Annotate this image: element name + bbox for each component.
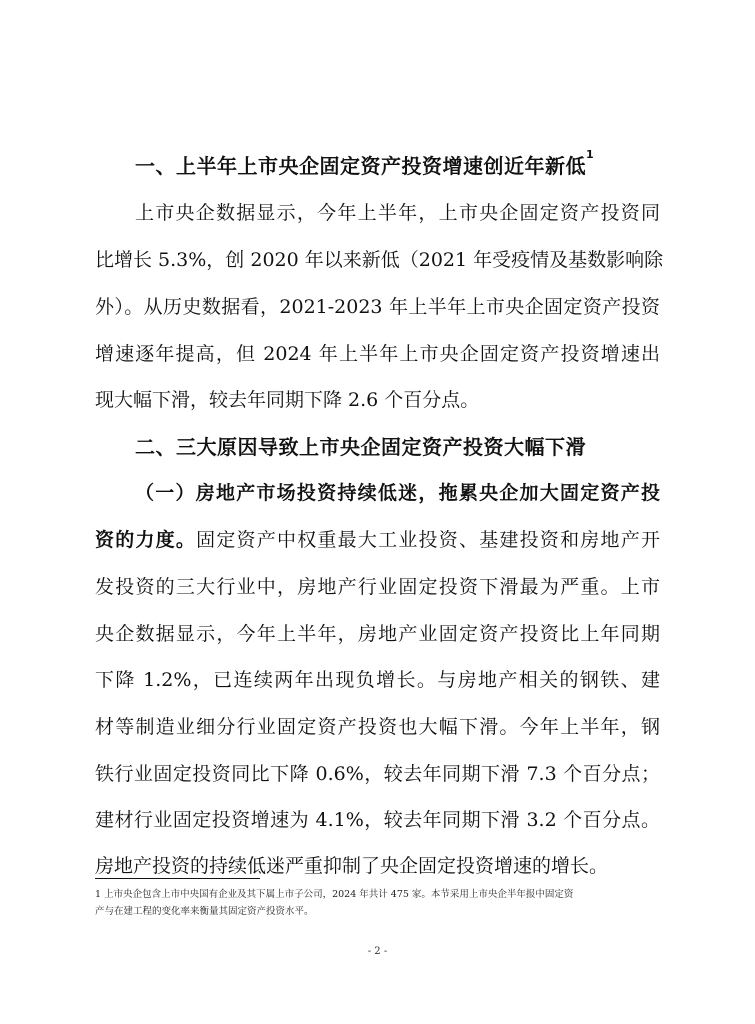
- section-1-line-3: 外）。从历史数据看，2021-2023 年上半年上市央企固定资产投资: [95, 296, 660, 318]
- section-2-line-7: 建材行业固定投资增速为 4.1%，较去年同期下滑 3.2 个百分点。: [95, 809, 660, 831]
- section-2-line-4: 下降 1.2%，已连续两年出现负增长。与房地产相关的钢铁、建: [95, 669, 660, 691]
- section-2-line-8: 房地产投资的持续低迷严重抑制了央企固定投资增速的增长。: [95, 855, 609, 877]
- sub-heading-1: （一）房地产市场投资持续低迷，拖累央企加大固定资产投: [135, 482, 660, 504]
- page-number: - 2 -: [367, 946, 388, 957]
- footnote-line-1: 1 上市央企包含上市中央国有企业及其下属上市子公司，2024 年共计 475 家。本节采用上市央企半年报中固定资: [95, 889, 574, 900]
- footnote-reference[interactable]: 1: [586, 148, 595, 161]
- section-2-line-1: [95, 525, 660, 552]
- section-2-line-5: 材等制造业细分行业固定资产投资也大幅下滑。今年上半年，钢: [95, 716, 660, 738]
- section-2-line-3: 央企数据显示，今年上半年，房地产业固定资产投资比上年同期: [95, 623, 660, 645]
- section-1-heading-text: 一、上半年上市央企固定资产投资增速创近年新低: [135, 154, 586, 178]
- section-2-line-1-text: 固定资产中权重最大工业投资、基建投资和房地产开: [196, 529, 660, 551]
- footnote-divider: [95, 878, 260, 879]
- sub-heading-1-tail: 资的力度。: [95, 529, 197, 551]
- section-2-line-6: 铁行业固定投资同比下降 0.6%，较去年同期下滑 7.3 个百分点；: [95, 763, 660, 785]
- footnote-line-2: 产与在建工程的变化率来衡量其固定资产投资水平。: [95, 906, 314, 917]
- section-1-heading: [135, 150, 594, 179]
- section-1-line-4: 增速逐年提高，但 2024 年上半年上市央企固定资产投资增速出: [95, 343, 660, 365]
- section-1-line-1: 上市央企数据显示，今年上半年，上市央企固定资产投资同: [135, 202, 660, 224]
- section-2-heading: 二、三大原因导致上市央企固定资产投资大幅下滑: [135, 435, 586, 459]
- section-1-line-2: 比增长 5.3%，创 2020 年以来新低（2021 年受疫情及基数影响除: [95, 249, 664, 271]
- section-2-line-2: 发投资的三大行业中，房地产行业固定投资下滑最为严重。上市: [95, 576, 660, 598]
- section-1-line-5: 现大幅下滑，较去年同期下降 2.6 个百分点。: [95, 389, 480, 411]
